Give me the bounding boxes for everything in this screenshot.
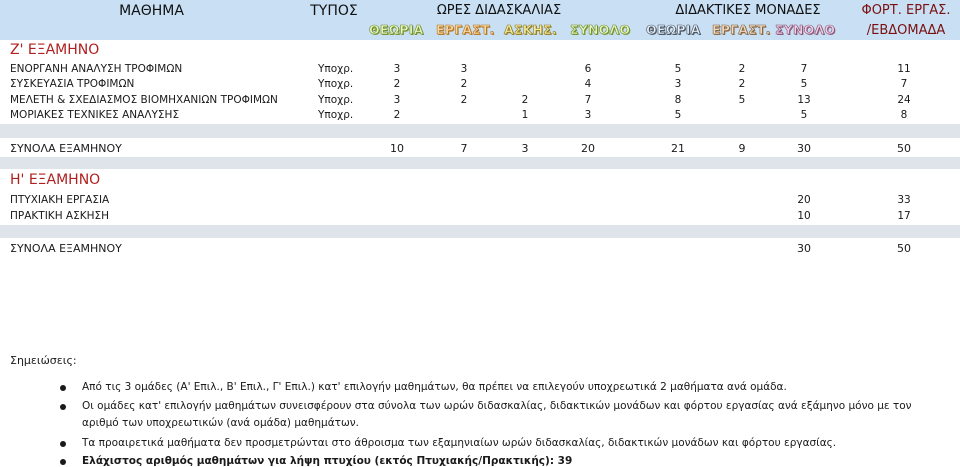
cell-workload: 7 [900,78,908,90]
subheader-credits-total: ΣΥΝΟΛΟ [775,22,836,37]
note-item: Από τις 3 ομάδες (Α' Επιλ., Β' Επιλ., Γ' Επιλ.) κατ' επιλογήν μαθημάτων, θα πρέπει να επιλεγούν υποχρεωτικά 2 μαθήματα ανά ομάδα. [82,381,787,393]
semester-totals-row [0,139,960,157]
semester-title: Ζ' ΕΞΑΜΗΝΟ [10,42,100,58]
spacer-row [0,124,960,138]
cell-hours-exercise: 2 [521,94,529,106]
header-teaching-hours: ΩΡΕΣ ΔΙΔΑΣΚΑΛΙΑΣ [436,3,562,18]
cell-hours-exercise: 1 [521,109,529,121]
course-name: ΣΥΣΚΕΥΑΣΙΑ ΤΡΟΦΙΜΩΝ [10,78,135,90]
total-hours-exercise: 3 [521,142,529,155]
cell-credits-total: 10 [797,210,811,222]
header-workload: ΦΟΡΤ. ΕΡΓΑΣ. [861,3,951,18]
bullet-icon [60,385,66,391]
total-hours-theory: 10 [390,142,404,155]
cell-credits-total: 5 [800,78,808,90]
cell-credits-lab: 2 [738,63,746,75]
course-type: Υποχρ. [318,63,354,75]
cell-credits-total: 20 [797,194,811,206]
header-type: ΤΥΠΟΣ [310,3,358,19]
table-row [0,77,960,92]
course-name: ΕΝΟΡΓΑΝΗ ΑΝΑΛΥΣΗ ΤΡΟΦΙΜΩΝ [10,63,183,75]
table-row [0,93,960,108]
notes-title: Σημειώσεις: [10,354,77,367]
cell-workload: 11 [897,63,911,75]
header-credits: ΔΙΔΑΚΤΙΚΕΣ ΜΟΝΑΔΕΣ [675,3,821,18]
cell-hours-lab: 2 [460,94,468,106]
cell-workload: 24 [897,94,911,106]
course-name: ΠΡΑΚΤΙΚΗ ΑΣΚΗΣΗ [10,210,110,222]
cell-credits-total: 13 [797,94,811,106]
cell-hours-lab: 3 [460,63,468,75]
cell-workload: 8 [900,109,908,121]
cell-credits-theory: 8 [674,94,682,106]
course-name: ΜΕΛΕΤΗ & ΣΧΕΔΙΑΣΜΟΣ ΒΙΟΜΗΧΑΝΙΩΝ ΤΡΟΦΙΜΩΝ [10,94,278,106]
total-credits: 30 [797,142,811,155]
note-item: Οι ομάδες κατ' επιλογήν μαθημάτων συνεισφέρουν στα σύνολα των ωρών διδασκαλίας, διδακτικών μονάδων και φόρτου εργασίας ανά εξάμηνο μόνο με τον αριθμό των υποχρεωτικών (ανά ομάδα) μαθημάτων. [82,400,912,429]
cell-credits-theory: 3 [674,78,682,90]
subheader-credits-lab: ΕΡΓΑΣΤ. [712,22,771,37]
totals-label: ΣΥΝΟΛΑ ΕΞΑΜΗΝΟΥ [10,142,122,155]
subheader-hours-total: ΣΥΝΟΛΟ [570,22,631,37]
spacer-row [0,157,960,169]
table-row [0,62,960,77]
course-name: ΠΤΥΧΙΑΚΗ ΕΡΓΑΣΙΑ [10,194,110,206]
cell-workload: 17 [897,210,911,222]
cell-hours-theory: 2 [393,109,401,121]
header-course: ΜΑΘΗΜΑ [119,3,184,19]
cell-credits-total: 7 [800,63,808,75]
cell-credits-total: 5 [800,109,808,121]
course-type: Υποχρ. [318,78,354,90]
course-name: ΜΟΡΙΑΚΕΣ ΤΕΧΝΙΚΕΣ ΑΝΑΛΥΣΗΣ [10,109,180,121]
total-workload: 50 [897,142,911,155]
total-workload: 50 [897,242,911,255]
subheader-hours-theory: ΘΕΩΡΙΑ [369,22,424,37]
total-credits-theory: 21 [671,142,685,155]
cell-workload: 33 [897,194,911,206]
header-workload-per-week: /ΕΒΔΟΜΑΔΑ [866,23,946,38]
total-credits-lab: 9 [738,142,746,155]
bullet-icon [60,459,66,465]
cell-hours-theory: 2 [393,78,401,90]
subheader-hours-exercise: ΑΣΚΗΣ. [504,22,557,37]
cell-credits-lab: 5 [738,94,746,106]
semester-title: Η' ΕΞΑΜΗΝΟ [10,172,101,188]
total-hours: 20 [581,142,595,155]
note-item-bold-text: Ελάχιστος αριθμός μαθημάτων για λήψη πτυχίου (εκτός Πτυχιακής/Πρακτικής): 39 [82,455,573,467]
cell-credits-lab: 2 [738,78,746,90]
table-row [0,108,960,123]
total-hours-lab: 7 [460,142,468,155]
cell-hours-total: 3 [584,109,592,121]
table-row [0,193,960,208]
spacer-row [0,225,960,238]
table-row [0,209,960,224]
total-credits: 30 [797,242,811,255]
cell-hours-theory: 3 [393,63,401,75]
totals-label: ΣΥΝΟΛΑ ΕΞΑΜΗΝΟΥ [10,242,122,255]
course-type: Υποχρ. [318,109,354,121]
cell-hours-lab: 2 [460,78,468,90]
course-type: Υποχρ. [318,94,354,106]
cell-credits-theory: 5 [674,109,682,121]
cell-hours-total: 4 [584,78,592,90]
cell-hours-total: 7 [584,94,592,106]
bullet-icon [60,441,66,447]
note-item: Τα προαιρετικά μαθήματα δεν προσμετρώνται στο άθροισμα των εξαμηνιαίων ωρών διδασκαλίας, διδακτικών μονάδων και φόρτου εργασίας. [82,437,837,449]
subheader-credits-theory: ΘΕΩΡΙΑ [646,22,701,37]
note-item-bold [82,453,944,467]
semester-totals-row [0,239,960,257]
subheader-hours-lab: ΕΡΓΑΣΤ. [436,22,495,37]
cell-hours-theory: 3 [393,94,401,106]
cell-credits-theory: 5 [674,63,682,75]
cell-hours-total: 6 [584,63,592,75]
bullet-icon [60,404,66,410]
